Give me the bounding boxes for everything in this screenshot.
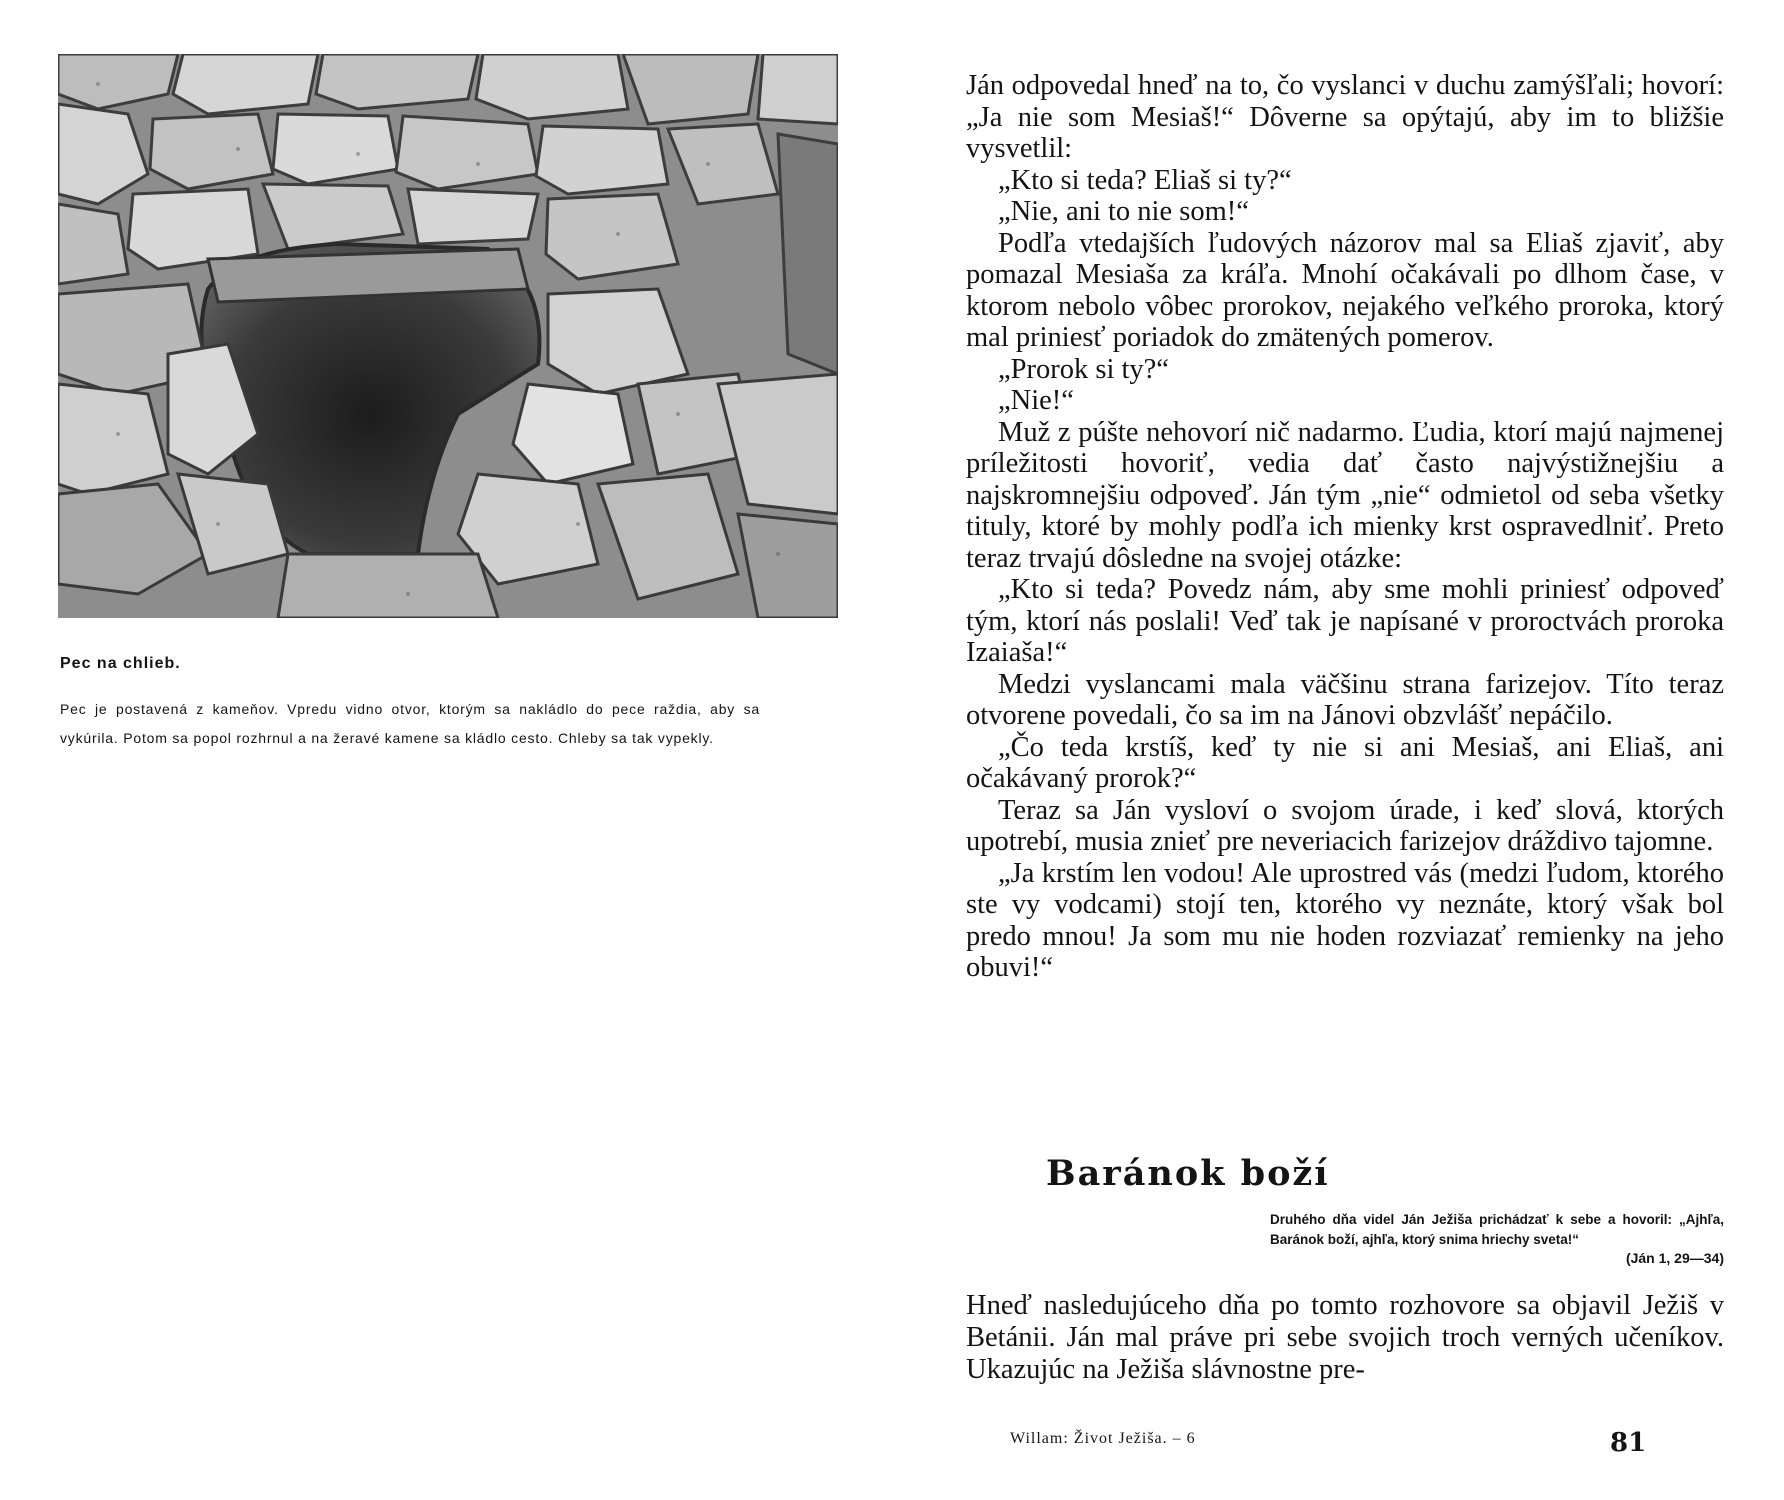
paragraph: „Kto si teda? Povedz nám, aby sme mohli priniesť odpoveď tým, ktorí nás poslali! Veď tak je napísané v proroctvách proroka Izaiaša!“ bbox=[966, 574, 1724, 668]
paragraph: „Ja krstím len vodou! Ale uprostred vás (medzi ľudom, ktorého ste vy vodcami) stojí ten, ktorého vy neznáte, ktorý však bol predo mnou! Ja som mu nie hoden rozviazať remienky na jeho obuvi!“ bbox=[966, 857, 1724, 983]
section-motto bbox=[1270, 1210, 1724, 1250]
main-text bbox=[966, 70, 1724, 984]
photo-caption-text: Pec je postavená z kameňov. Vpredu vidno otvor, ktorým sa nakládlo do pece raždia, aby sa vykúrila. Potom sa popol rozhrnul a na žeravé kamene sa kládlo cesto. Chleby sa tak vypekly. bbox=[60, 701, 760, 746]
paragraph: Medzi vyslancami mala väčšinu strana farizejov. Títo teraz otvorene povedali, čo sa im na Jánovi obzvlášť nepáčilo. bbox=[966, 668, 1724, 731]
section-reference: (Ján 1, 29—34) bbox=[1625, 1250, 1724, 1266]
paragraph: „Kto si teda? Eliaš si ty?“ bbox=[998, 164, 1292, 196]
paragraph: Muž z púšte nehovorí nič nadarmo. Ľudia, ktorí majú najmenej príležitosti hovoriť, vedia dať často najvýstižnejšiu a najskromnejšiu odpoveď. Ján tým „nie“ odmietol od seba všetky tituly, ktoré by mohly podľa ich mienky krst ospravedlniť. Preto teraz trvajú dôsledne na svojej otázke: bbox=[966, 416, 1724, 574]
page-number: 81 bbox=[1610, 1428, 1647, 1458]
footer-signature: Willam: Život Ježiša. – 6 bbox=[1010, 1430, 1196, 1447]
paragraph: „Prorok si ty?“ bbox=[998, 353, 1169, 385]
section-heading: Baránok boží bbox=[1046, 1153, 1330, 1194]
section-paragraph: Hneď nasledujúceho dňa po tomto rozhovore sa objavil Ježiš v Betánii. Ján mal práve pri sebe svojich troch verných učeníkov. Ukazujúc na Ježiša slávnostne pre- bbox=[966, 1290, 1724, 1385]
paragraph: „Nie!“ bbox=[998, 385, 1074, 416]
photo-caption-title: Pec na chlieb. bbox=[60, 655, 181, 672]
paragraph: „Nie, ani to nie som!“ bbox=[998, 196, 1249, 227]
paragraph: Ján odpovedal hneď na to, čo vyslanci v duchu zamýšľali; hovorí: „Ja nie som Mesiaš!“ Dôverne sa opýtajú, aby im to bližšie vysvetlil: bbox=[966, 70, 1724, 164]
section-motto-text: Druhého dňa videl Ján Ježiša prichádzať k sebe a hovoril: „Ajhľa, Baránok boží, ajhľa, ktorý snima hriechy sveta!“ bbox=[1270, 1212, 1724, 1247]
paragraph: Teraz sa Ján vysloví o svojom úrade, i keď slová, ktorých upotrebí, musia znieť pre neveriacich farizejov dráždivo tajomne. bbox=[966, 794, 1724, 857]
paragraph: Podľa vtedajších ľudových názorov mal sa Eliaš zjaviť, aby pomazal Mesiaša za kráľa. Mnohí očakávali po dlhom čase, v ktorom nebolo vôbec prorokov, nejakého veľkého proroka, ktorý mal priniesť poriadok do zmätených pomerov. bbox=[966, 227, 1724, 353]
paragraph: „Čo teda krstíš, keď ty nie si ani Mesiaš, ani Eliaš, ani očakávaný prorok?“ bbox=[966, 731, 1724, 794]
stone-oven-photo bbox=[58, 54, 838, 618]
